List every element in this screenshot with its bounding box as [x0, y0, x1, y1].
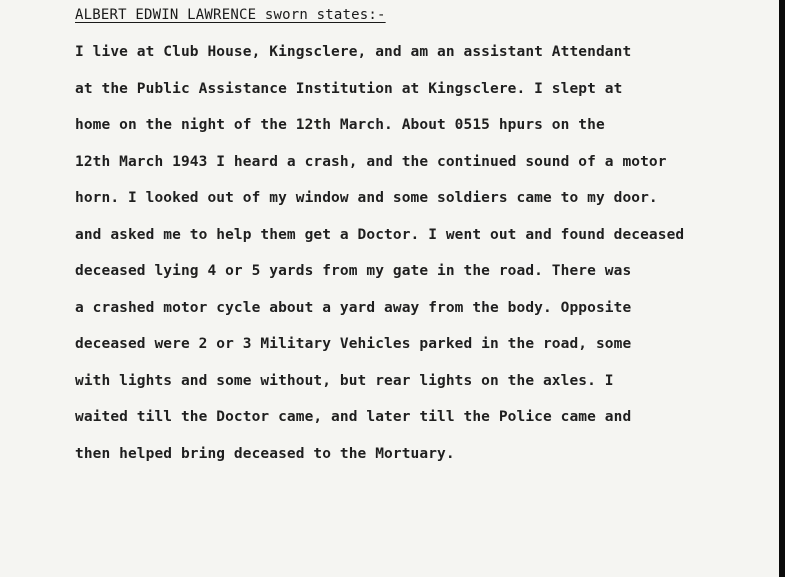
statement-line: 12th March 1943 I heard a crash, and the continued sound of a motor [75, 153, 667, 170]
statement-body [75, 40, 779, 478]
witness-heading: ALBERT EDWIN LAWRENCE sworn states:- [75, 7, 386, 23]
statement-line: then helped bring deceased to the Mortuary. [75, 445, 455, 462]
statement-line: with lights and some without, but rear lights on the axles. I [75, 372, 614, 389]
statement-line: I live at Club House, Kingsclere, and am an assistant Attendant [75, 44, 632, 60]
statement-line: deceased lying 4 or 5 yards from my gate in the road. There was [75, 263, 632, 279]
statement-line: horn. I looked out of my window and some soldiers came to my door. [75, 190, 658, 206]
statement-line: waited till the Doctor came, and later till the Police came and [75, 409, 632, 425]
statement-line: deceased were 2 or 3 Military Vehicles parked in the road, some [75, 336, 632, 352]
statement-line: at the Public Assistance Institution at Kingsclere. I slept at [75, 80, 623, 97]
statement-line: a crashed motor cycle about a yard away from the body. Opposite [75, 299, 632, 316]
statement-line: home on the night of the 12th March. About 0515 hpurs on the [75, 117, 605, 133]
statement-line: and asked me to help them get a Doctor. I went out and found deceased [75, 226, 685, 243]
scan-edge [779, 0, 785, 577]
